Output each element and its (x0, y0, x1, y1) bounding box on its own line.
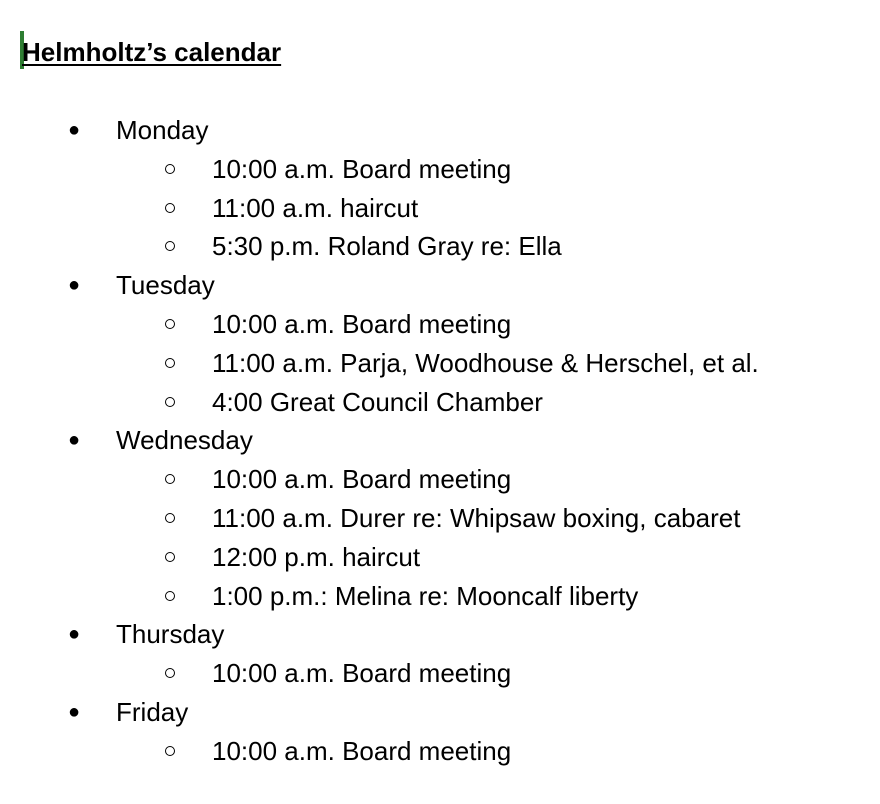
day-label: Tuesday (116, 270, 215, 301)
day-label: Monday (116, 115, 209, 145)
day-label: Thursday (116, 619, 225, 650)
filled-bullet-icon: ● (68, 623, 81, 646)
filled-bullet-icon: ● (68, 429, 81, 452)
event-label: 1:00 p.m.: Melina re: Mooncalf liberty (212, 580, 639, 611)
hollow-bullet-icon (165, 591, 175, 601)
event-label: 11:00 a.m. haircut (212, 192, 419, 223)
hollow-bullet-icon (165, 552, 175, 562)
event-label: 10:00 a.m. Board meeting (212, 658, 512, 689)
event-label: 10:00 a.m. Board meeting (212, 464, 512, 495)
hollow-bullet-icon (165, 241, 175, 251)
hollow-bullet-icon (165, 358, 175, 368)
day-label: Wednesday (116, 425, 253, 456)
event-label: 12:00 p.m. haircut (212, 541, 421, 572)
filled-bullet-icon: ● (68, 274, 81, 297)
event-label: 10:00 a.m. Board meeting (212, 153, 512, 184)
day-label: Friday (116, 696, 189, 727)
event-label: 11:00 a.m. Parja, Woodhouse & Herschel, et al. (212, 347, 759, 378)
filled-bullet-icon: ● (68, 700, 81, 723)
event-label: 5:30 p.m. Roland Gray re: Ella (212, 231, 562, 262)
event-label: 4:00 Great Council Chamber (212, 386, 543, 417)
hollow-bullet-icon (165, 203, 175, 213)
document-title[interactable]: Helmholtz’s calendar (22, 37, 282, 67)
hollow-bullet-icon (165, 513, 175, 523)
hollow-bullet-icon (165, 746, 175, 756)
event-label: 10:00 a.m. Board meeting (212, 308, 512, 339)
hollow-bullet-icon (165, 668, 175, 678)
event-label: 10:00 a.m. Board meeting (212, 735, 512, 766)
hollow-bullet-icon (165, 319, 175, 329)
event-label: 11:00 a.m. Durer re: Whipsaw boxing, cabaret (212, 502, 741, 533)
hollow-bullet-icon (165, 474, 175, 484)
hollow-bullet-icon (165, 397, 175, 407)
filled-bullet-icon: ● (68, 119, 81, 141)
hollow-bullet-icon (165, 164, 175, 174)
